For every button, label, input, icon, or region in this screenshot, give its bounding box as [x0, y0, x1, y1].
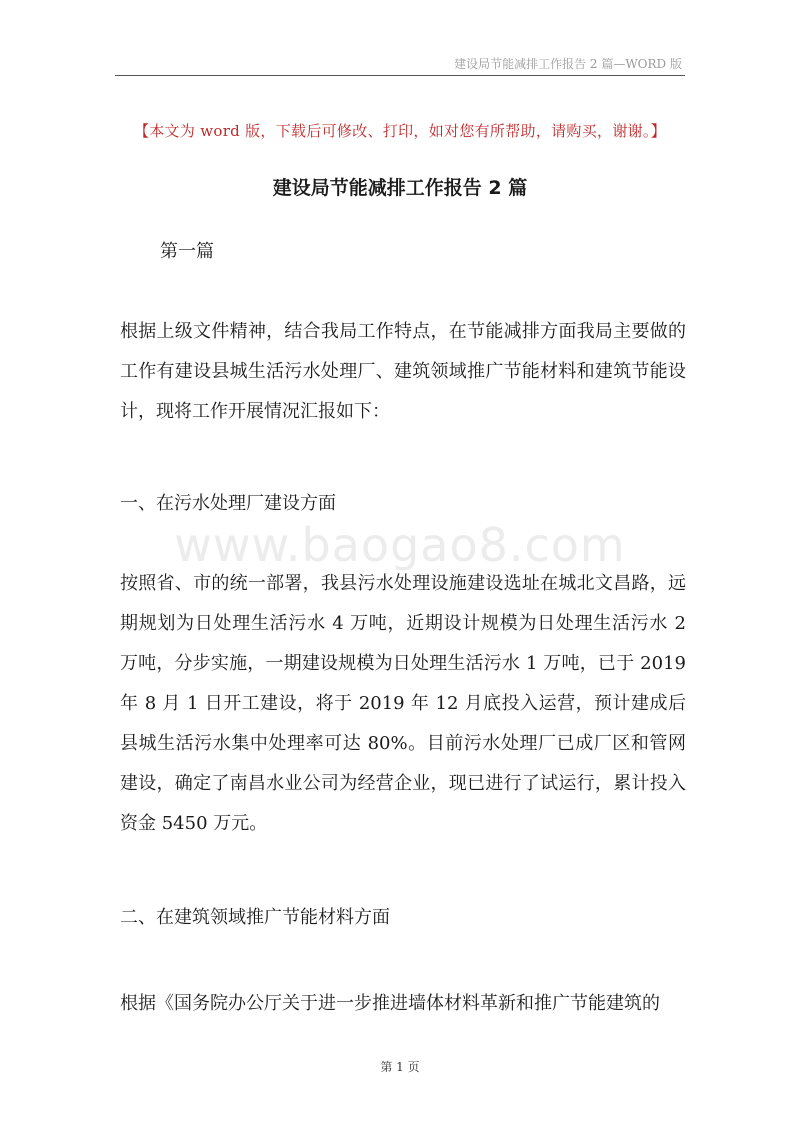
energy-materials-paragraph: 根据《国务院办公厅关于进一步推进墙体材料革新和推广节能建筑的: [120, 993, 660, 1014]
purchase-notice: 【本文为 word 版，下载后可修改、打印，如对您有所帮助，请购买，谢谢。】: [133, 122, 667, 140]
intro-paragraph: 根据上级文件精神，结合我局工作特点，在节能减排方面我局主要做的工作有建设县城生活污水处理厂、建筑领域推广节能材料和建筑节能设计，现将工作开展情况汇报如下：: [120, 321, 686, 422]
watermark-text: www.baogao8.com: [174, 518, 626, 572]
document-title: 建设局节能减排工作报告 2 篇: [272, 177, 528, 199]
part-label: 第一篇: [160, 241, 214, 262]
header-divider: [115, 75, 685, 76]
section-heading-energy-materials: 二、在建筑领域推广节能材料方面: [120, 907, 390, 928]
page-number: 第 1 页: [380, 1060, 420, 1074]
running-header: 建设局节能减排工作报告 2 篇—WORD 版: [454, 57, 682, 71]
section-heading-sewage-plant: 一、在污水处理厂建设方面: [120, 493, 336, 514]
sewage-plant-paragraph: 按照省、市的统一部署，我县污水处理设施建设选址在城北文昌路，远期规划为日处理生活污水 4 万吨，近期设计规模为日处理生活污水 2 万吨，分步实施，一期建设规模为日处理生活污水 1 万吨，已于 2019 年 8 月 1 日开工建设，将于 2019 年 12 月底投入运营，预计建成后县城生活污水集中处理率可达 80%。目前污水处理厂已成厂区和管网建设，确定了南昌水业公司为经营企业，现已进行了试运行，累计投入资金 5450 万元。: [120, 573, 686, 834]
